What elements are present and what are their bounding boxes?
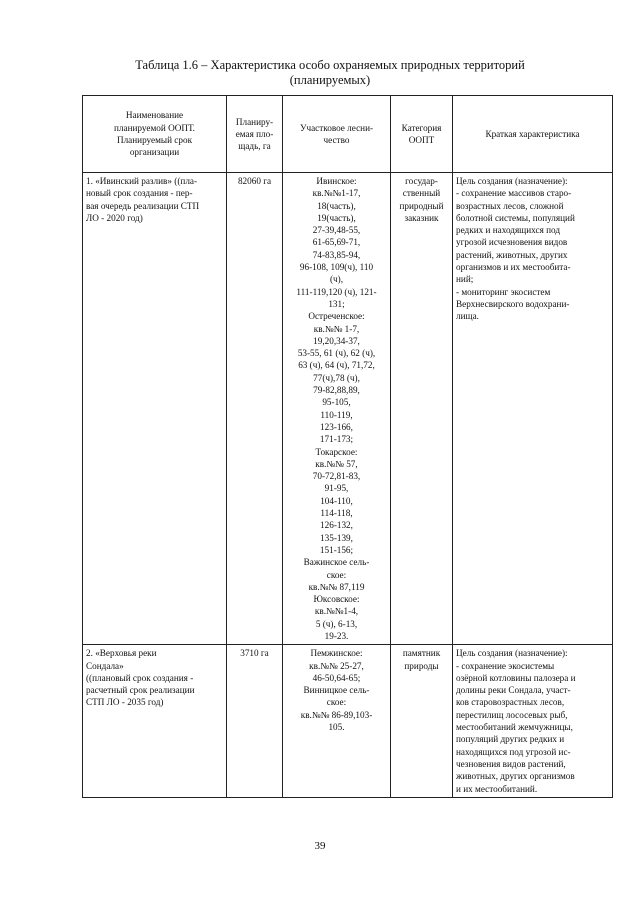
cell-text-line: 1. «Ивинский разлив» ((пла- xyxy=(86,176,198,186)
header-forestry xyxy=(283,96,391,173)
cell-text-line: Винницкое сель- xyxy=(303,685,370,696)
cell-text-line: 46-50,64-65; xyxy=(312,672,361,683)
cell-text-line: 63 (ч), 64 (ч), 71,72, xyxy=(298,360,375,371)
cell-name xyxy=(83,645,227,798)
cell-text-line: Ивинское: xyxy=(316,176,357,186)
cell-text-line: находящихся под угрозой ис- xyxy=(456,746,571,757)
cell-text-line: ний; xyxy=(456,274,474,285)
cell-text-line: емая пло- xyxy=(235,128,274,139)
cell-text-line: кв.№№ 87,119 xyxy=(308,581,365,592)
cell-text-line: 123-166, xyxy=(320,421,353,432)
cell-text-line: СТП ЛО - 2035 год) xyxy=(86,697,164,708)
table-title-line-2: (планируемых) xyxy=(289,73,371,87)
page-number: 39 xyxy=(314,840,326,852)
cell-text-line: 151-156; xyxy=(319,544,354,555)
cell-text-line: кв.№№ 25-27, xyxy=(309,660,364,671)
cell-text-line: 18(часть), xyxy=(317,200,356,211)
cell-name xyxy=(83,173,227,645)
cell-text-line: озёрной котловины палозера и xyxy=(456,672,576,683)
cell-text-line: 70-72,81-83, xyxy=(312,471,361,482)
cell-text-line: Цель создания (назначение): xyxy=(456,648,568,659)
cell-text-line: 105. xyxy=(328,722,345,733)
cell-category xyxy=(391,173,453,645)
header-area xyxy=(227,96,283,173)
cell-text-line: и их местообитаний. xyxy=(456,783,538,794)
cell-text-line: государ- xyxy=(405,176,438,186)
cell-text-line: чество xyxy=(323,135,350,145)
cell-text-line: Токарское: xyxy=(315,446,358,457)
cell-text-line: организации xyxy=(129,147,180,158)
cell-text-line: редких и находящихся под xyxy=(456,225,561,236)
cell-text-line: популяций других редких и xyxy=(456,734,565,745)
cell-text-line: новый срок создания - пер- xyxy=(86,188,193,199)
header-description xyxy=(453,96,613,173)
cell-text-line: 91-95, xyxy=(324,483,349,494)
cell-text-line: кв.№№1-17, xyxy=(312,188,361,199)
cell-text-line: вая очередь реализации СТП xyxy=(86,200,200,211)
cell-text-line: ственный xyxy=(402,188,441,199)
cell-text-line: Наименование xyxy=(125,110,184,121)
cell-text-line: чезновения видов растений, xyxy=(456,758,566,769)
cell-text-line: 96-108, 109(ч), 110 xyxy=(299,262,374,273)
cell-forestry xyxy=(283,173,391,645)
cell-text-line: животных, других организмов xyxy=(456,771,575,782)
table-row xyxy=(83,173,613,645)
cell-text-line: 19-23. xyxy=(324,630,349,641)
cell-text-line: угрозой исчезновения видов xyxy=(456,237,568,248)
cell-text-line: - мониторинг экосистем xyxy=(456,286,551,297)
cell-text-line: 19(часть), xyxy=(317,212,356,223)
table-header-row xyxy=(83,96,613,173)
cell-text-line: 5 (ч), 6-13, xyxy=(315,618,358,629)
cell-area xyxy=(227,173,283,645)
cell-text-line: Верхнесвирского водохрани- xyxy=(456,298,570,309)
cell-category xyxy=(391,645,453,798)
cell-text-line: Участковое лесни- xyxy=(299,122,374,133)
cell-text-line: ((плановый срок создания - xyxy=(86,672,194,683)
cell-text-line: Краткая характеристика xyxy=(485,128,580,139)
cell-text-line: 3710 га xyxy=(240,648,269,659)
table-title xyxy=(80,58,580,88)
cell-text-line: - сохранение экосистемы xyxy=(456,660,555,671)
cell-text-line: 82060 га xyxy=(237,176,272,186)
cell-text-line: - сохранение массивов старо- xyxy=(456,188,572,199)
cell-text-line: организмов и их местообита- xyxy=(456,262,571,273)
cell-forestry xyxy=(283,645,391,798)
cell-text-line: 74-83,85-94, xyxy=(312,249,361,260)
cell-text-line: 131; xyxy=(328,298,345,309)
header-category xyxy=(391,96,453,173)
cell-description xyxy=(453,645,613,798)
cell-text-line: 126-132, xyxy=(320,520,353,531)
cell-text-line: 114-118, xyxy=(320,508,353,519)
cell-text-line: Пемжинское: xyxy=(310,648,363,659)
cell-text-line: 19,20,34-37, xyxy=(313,335,360,346)
cell-text-line: кв.№№ 1-7, xyxy=(313,323,360,334)
cell-text-line: 53-55, 61 (ч), 62 (ч), xyxy=(297,348,376,359)
cell-text-line: Категория xyxy=(401,122,442,133)
header-name xyxy=(83,96,227,173)
protected-areas-table xyxy=(82,95,613,798)
cell-text-line: заказник xyxy=(404,212,439,223)
cell-text-line: 2. «Верховья реки xyxy=(86,648,157,659)
cell-text-line: кв.№№1-4, xyxy=(314,606,359,617)
cell-description xyxy=(453,173,613,645)
cell-text-line: планируемой ООПТ. xyxy=(114,122,195,133)
cell-text-line: Важинское сель- xyxy=(303,557,370,568)
cell-text-line: ское: xyxy=(326,569,347,580)
cell-text-line: расчетный срок реализации xyxy=(86,685,195,696)
cell-text-line: (ч), xyxy=(329,274,344,285)
cell-text-line: щадь, га xyxy=(238,141,271,152)
cell-text-line: 79-82,88,89, xyxy=(313,385,360,396)
cell-text-line: возрастных лесов, сложной xyxy=(456,200,564,211)
cell-text-line: лища. xyxy=(456,311,479,322)
cell-area xyxy=(227,645,283,798)
cell-text-line: 111-119,120 (ч), 121- xyxy=(296,286,377,297)
cell-text-line: 110-119, xyxy=(320,409,353,420)
cell-text-line: природный xyxy=(399,200,444,211)
cell-text-line: местообитаний жемчужницы, xyxy=(456,722,573,733)
cell-text-line: 77(ч),78 (ч), xyxy=(313,372,360,383)
cell-text-line: Юксовское: xyxy=(313,594,360,605)
cell-text-line: Цель создания (назначение): xyxy=(456,176,568,186)
cell-text-line: 104-110, xyxy=(320,495,353,506)
cell-text-line: Остреченское: xyxy=(308,311,365,322)
cell-text-line: 135-139, xyxy=(320,532,353,543)
table-title-line-1: Таблица 1.6 – Характеристика особо охраняемых природных территорий xyxy=(135,58,525,72)
cell-text-line: Сондала» xyxy=(86,660,124,671)
cell-text-line: долины реки Сондала, участ- xyxy=(456,685,571,696)
cell-text-line: 95-105, xyxy=(322,397,351,408)
cell-text-line: ское: xyxy=(326,697,347,708)
cell-text-line: ЛО - 2020 год) xyxy=(86,212,143,223)
cell-text-line: перестилищ лососевых рыб, xyxy=(456,709,568,720)
cell-text-line: Планиру- xyxy=(235,116,274,127)
cell-text-line: кв.№№ 57, xyxy=(315,458,358,469)
cell-text-line: ков старовозрастных лесов, xyxy=(456,697,565,708)
cell-text-line: растений, животных, других xyxy=(456,249,568,260)
cell-text-line: болотной системы, популяций xyxy=(456,212,575,223)
cell-text-line: ООПТ xyxy=(408,135,435,145)
cell-text-line: 61-65,69-71, xyxy=(312,237,361,248)
cell-text-line: 27-39,48-55, xyxy=(312,225,361,236)
cell-text-line: Планируемый срок xyxy=(116,135,193,145)
cell-text-line: природы xyxy=(404,660,439,671)
table-row xyxy=(83,645,613,798)
cell-text-line: кв.№№ 86-89,103- xyxy=(300,709,373,720)
cell-text-line: памятник xyxy=(402,648,441,659)
cell-text-line: 171-173; xyxy=(319,434,354,445)
